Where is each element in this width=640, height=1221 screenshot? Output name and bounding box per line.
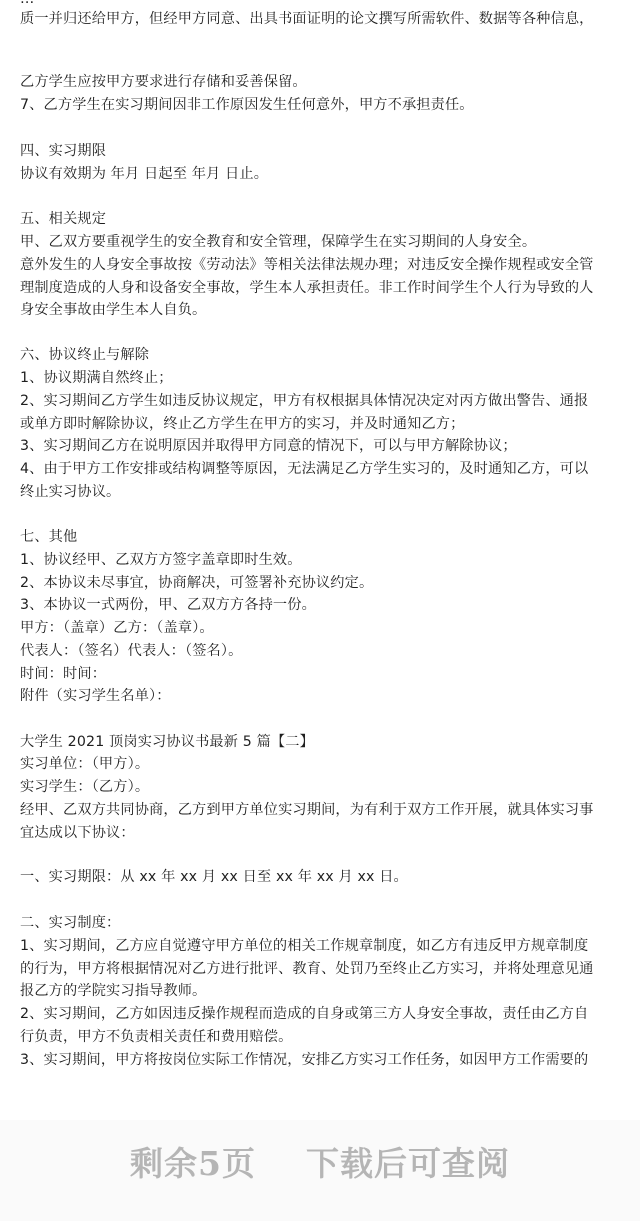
text-line: 实习单位：（甲方）。 [20, 756, 150, 772]
text-line: 实习学生：（乙方）。 [20, 779, 150, 795]
text-line: 乙方学生应按甲方要求进行存储和妥善保留。 [20, 74, 307, 90]
text-line: 经甲、乙双方共同协商，乙方到甲方单位实习期间，为有利于双方工作开展，就具体实习事 [20, 802, 594, 818]
text-line: 1、实习期间，乙方应自觉遵守甲方单位的相关工作规章制度，如乙方有违反甲方规章制度 [20, 938, 589, 954]
text-line: 时间：时间： [20, 666, 107, 682]
text-line: 2、本协议未尽事宜，协商解决，可签署补充协议约定。 [20, 575, 374, 591]
section-heading: 四、实习期限 [20, 143, 107, 159]
text-line: 4、由于甲方工作安排或结构调整等原因，无法满足乙方学生实习的，及时通知乙方，可以 [20, 461, 589, 477]
remaining-pages-label: 剩余5页 [130, 1144, 256, 1183]
section-heading: 五、相关规定 [20, 211, 107, 227]
text-line: 7、乙方学生在实习期间因非工作原因发生任何意外，甲方不承担责任。 [20, 97, 474, 113]
text-line: 宜达成以下协议： [20, 825, 135, 841]
text-line: 质一并归还给甲方，但经甲方同意、出具书面证明的论文撰写所需软件、数据等各种信息， [20, 11, 594, 27]
section-heading: 二、实习制度： [20, 915, 121, 931]
text-line: 意外发生的人身安全事故按《劳动法》等相关法律法规办理；对违反安全操作规程或安全管 [20, 257, 594, 273]
text-line: 2、实习期间乙方学生如违反协议规定，甲方有权根据具体情况决定对丙方做出警告、通报 [20, 393, 589, 409]
text-line: 代表人：（签名）代表人：（签名）。 [20, 643, 243, 659]
text-line: 或单方即时解除协议，终止乙方学生在甲方的实习，并及时通知乙方； [20, 416, 465, 432]
text-line: 3、实习期间，甲方将按岗位实际工作情况，安排乙方实习工作任务，如因甲方工作需要的 [20, 1052, 589, 1068]
text-line: 甲、乙双方要重视学生的安全教育和安全管理，保障学生在实习期间的人身安全。 [20, 234, 537, 250]
text-line: 行负责，甲方不负责相关责任和费用赔偿。 [20, 1029, 293, 1045]
text-line: 身安全事故由学生本人自负。 [20, 302, 207, 318]
text-line: 甲方：（盖章）乙方：（盖章）。 [20, 620, 214, 636]
download-prompt[interactable] [0, 1120, 640, 1221]
text-line: 2、实习期间，乙方如因违反操作规程而造成的自身或第三方人身安全事故，责任由乙方自 [20, 1006, 589, 1022]
text-line: 的行为，甲方将根据情况对乙方进行批评、教育、处罚乃至终止乙方实习，并将处理意见通 [20, 961, 594, 977]
text-line: 报乙方的学院实习指导教师。 [20, 983, 207, 999]
section-heading: 七、其他 [20, 529, 78, 545]
text-line: 终止实习协议。 [20, 484, 121, 500]
section-heading: 六、协议终止与解除 [20, 347, 150, 363]
text-line: 协议有效期为 年月 日起至 年月 日止。 [20, 166, 269, 182]
text-line: 附件（实习学生名单）： [20, 688, 171, 704]
text-line: 3、本协议一式两份，甲、乙双方方各持一份。 [20, 597, 316, 613]
text-line: 3、实习期间乙方在说明原因并取得甲方同意的情况下，可以与甲方解除协议； [20, 438, 517, 454]
text-line: 1、协议经甲、乙双方方签字盖章即时生效。 [20, 552, 302, 568]
download-prompt-text[interactable] [0, 1138, 640, 1185]
text-line: 1、协议期满自然终止； [20, 370, 173, 386]
document-title: 大学生 2021 顶岗实习协议书最新 5 篇【二】 [20, 734, 314, 750]
download-label: 下载后可查阅 [305, 1144, 510, 1183]
text-line: 一、实习期限：从 xx 年 xx 月 xx 日至 xx 年 xx 月 xx 日。 [20, 869, 408, 885]
text-line: 理制度造成的人身和设备安全事故，学生本人承担责任。非工作时间学生个人行为导致的人 [20, 280, 594, 296]
